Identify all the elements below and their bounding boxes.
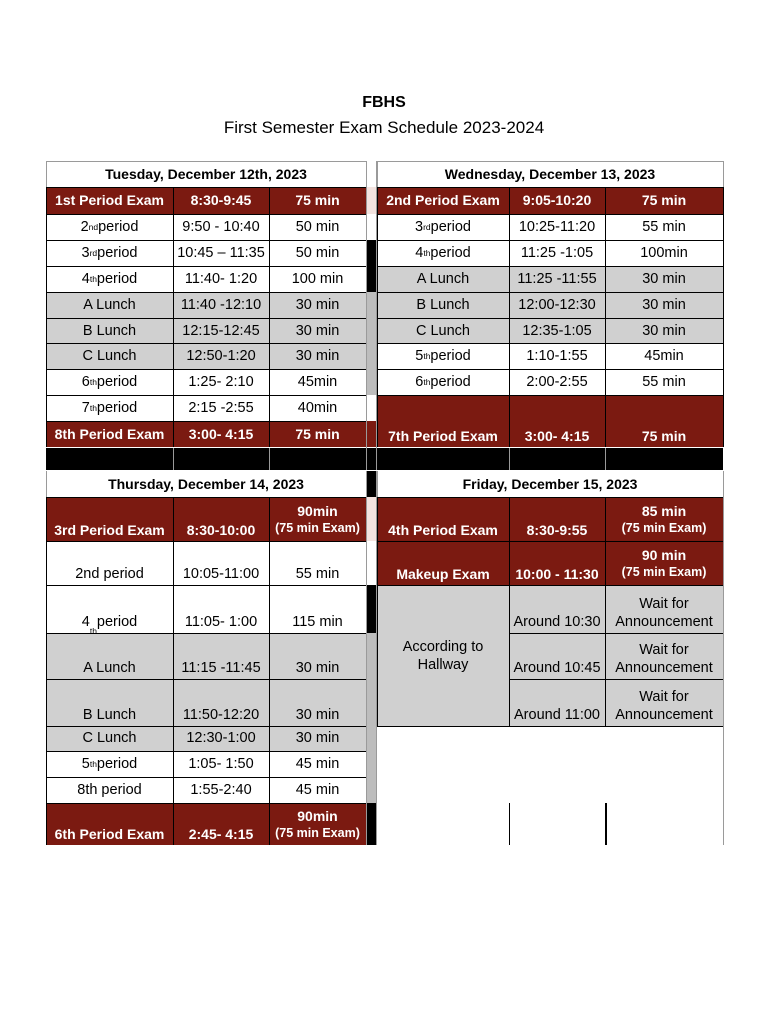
day-heading-tuesday: Tuesday, December 12th, 2023	[46, 161, 366, 187]
period-time: 11:25 -1:05	[509, 240, 605, 266]
exam-duration	[269, 497, 366, 541]
period-name: 7 th period	[46, 395, 173, 421]
period-time: 10:05-11:00	[173, 541, 269, 585]
period-name	[46, 292, 173, 318]
grid-line	[509, 679, 723, 680]
period-number: 6	[415, 373, 424, 390]
period-number: 4	[81, 270, 90, 287]
strip	[367, 187, 376, 214]
grid-line	[509, 803, 510, 845]
exam-time: 10:00 - 11:30	[509, 541, 605, 585]
period-name: 6 th period	[46, 369, 173, 395]
period-number: 3	[81, 244, 90, 261]
period-time: 11:40- 1:20	[173, 266, 269, 292]
period-duration: 100 min	[269, 266, 366, 292]
grid-line	[377, 266, 723, 267]
period-duration: 55 min	[269, 541, 366, 585]
period-word: period	[430, 347, 471, 364]
grid-line	[377, 161, 378, 187]
period-number: 2	[80, 218, 89, 235]
period-word: period	[96, 399, 138, 416]
grid-line	[46, 266, 366, 267]
period-word: period	[96, 373, 138, 390]
period-number: 6	[81, 373, 90, 390]
period-time: 2:15 -2:55	[173, 395, 269, 421]
grid-line	[173, 187, 174, 447]
grid-line	[46, 187, 47, 447]
grid-line	[46, 421, 366, 422]
period-name	[46, 633, 173, 679]
exam-name: 4th Period Exam	[377, 497, 509, 541]
exam-time: 3:00- 4:15	[173, 421, 269, 447]
grid-line	[269, 448, 270, 470]
period-duration: 55 min	[605, 369, 723, 395]
period-time: 1:10-1:55	[509, 343, 605, 369]
exam-duration-total: 85 min	[641, 502, 687, 519]
period-name: 5 th period	[46, 751, 173, 777]
grid-line	[46, 292, 366, 293]
exam-duration-total: 90min	[297, 807, 338, 824]
period-label: C Lunch	[82, 347, 137, 364]
exam-time: 8:30-9:45	[173, 187, 269, 214]
period-time: 1:55-2:40	[173, 777, 269, 803]
wait-line: Wait for	[639, 642, 689, 658]
period-name: 3 rd period	[377, 214, 509, 240]
grid-line	[605, 803, 607, 845]
makeup-time: Around 11:00	[509, 679, 605, 726]
makeup-status	[605, 679, 723, 726]
grid-line	[377, 292, 723, 293]
grid-line	[46, 214, 366, 215]
exam-time: 9:05-10:20	[509, 187, 605, 214]
period-duration: 45 min	[269, 777, 366, 803]
exam-duration: 75 min	[605, 187, 723, 214]
period-name	[377, 292, 509, 318]
period-duration: 30 min	[269, 343, 366, 369]
period-time: 12:35-1:05	[509, 318, 605, 344]
exam-duration	[605, 541, 723, 585]
grid-line	[377, 369, 723, 370]
period-time: 12:15-12:45	[173, 318, 269, 344]
grid-line	[46, 497, 366, 498]
grid-line	[605, 187, 606, 447]
period-number: 5	[415, 347, 424, 364]
grid-line	[46, 726, 366, 727]
grid-line	[46, 541, 366, 542]
period-number: 7	[81, 399, 90, 416]
period-label: A Lunch	[416, 270, 470, 287]
strip	[367, 541, 376, 585]
strip	[367, 214, 376, 240]
day-heading-friday: Friday, December 15, 2023	[377, 471, 723, 497]
grid-line	[377, 187, 723, 188]
period-name	[46, 541, 173, 585]
period-label: A Lunch	[83, 296, 136, 313]
grid-line	[723, 471, 724, 845]
period-duration: 45min	[269, 369, 366, 395]
exam-name: 6th Period Exam	[46, 803, 173, 845]
grid-line	[46, 240, 366, 241]
makeup-status	[605, 585, 723, 633]
period-name: 6 th period	[377, 369, 509, 395]
period-duration: 30 min	[605, 292, 723, 318]
grid-line	[173, 448, 174, 470]
period-duration: 100min	[605, 240, 723, 266]
exam-duration-note: (75 min Exam)	[275, 825, 360, 840]
grid-line	[376, 161, 377, 448]
grid-line	[377, 541, 723, 542]
makeup-status	[605, 633, 723, 679]
grid-line	[46, 679, 366, 680]
hallway-line: Hallway	[417, 656, 469, 673]
wait-line: Wait for	[639, 689, 689, 705]
period-duration: 50 min	[269, 240, 366, 266]
strip	[367, 585, 376, 633]
grid-line	[377, 395, 723, 396]
period-time: 11:15 -11:45	[173, 633, 269, 679]
grid-line	[46, 777, 366, 778]
grid-line	[376, 471, 377, 845]
period-word: period	[97, 244, 138, 261]
makeup-time: Around 10:45	[509, 633, 605, 679]
exam-name: 2nd Period Exam	[377, 187, 509, 214]
period-time: 10:45 – 11:35	[173, 240, 269, 266]
grid-line	[46, 161, 366, 162]
period-label: B Lunch	[82, 322, 137, 339]
period-duration: 45 min	[269, 751, 366, 777]
grid-line	[269, 497, 270, 845]
exam-duration	[605, 497, 723, 541]
period-time: 11:40 -12:10	[173, 292, 269, 318]
day-heading-thursday: Thursday, December 14, 2023	[46, 471, 366, 497]
grid-line	[46, 318, 366, 319]
period-name	[377, 266, 509, 292]
period-duration: 115 min	[269, 585, 366, 633]
exam-name: 3rd Period Exam	[46, 497, 173, 541]
grid-line	[46, 187, 366, 188]
day-heading-wednesday: Wednesday, December 13, 2023	[377, 161, 723, 187]
strip	[367, 240, 376, 292]
exam-duration-note: (75 min Exam)	[621, 520, 707, 535]
grid-line	[377, 161, 723, 162]
strip	[367, 497, 376, 541]
period-name: 3 rd period	[46, 240, 173, 266]
period-word: period	[96, 270, 138, 287]
period-label: B Lunch	[416, 296, 470, 313]
period-duration: 30 min	[269, 679, 366, 726]
period-time: 11:25 -11:55	[509, 266, 605, 292]
grid-line	[366, 448, 367, 470]
exam-name: Makeup Exam	[377, 541, 509, 585]
grid-line	[509, 633, 723, 634]
wait-line: Announcement	[615, 614, 713, 630]
exam-name: 8th Period Exam	[46, 421, 173, 447]
exam-duration: 75 min	[269, 421, 366, 447]
period-word: period	[96, 755, 138, 772]
period-duration: 30 min	[269, 633, 366, 679]
strip	[367, 421, 376, 447]
grid-line	[509, 497, 510, 726]
period-name	[46, 318, 173, 344]
grid-line	[173, 497, 174, 845]
exam-duration: 75 min	[269, 187, 366, 214]
period-duration: 50 min	[269, 214, 366, 240]
grid-line	[46, 369, 366, 370]
period-duration: 55 min	[605, 214, 723, 240]
period-duration: 30 min	[269, 292, 366, 318]
grid-line	[46, 395, 366, 396]
exam-duration: 75 min	[605, 395, 723, 447]
period-word: period	[98, 218, 139, 235]
period-number: 4	[415, 244, 424, 261]
period-name	[46, 777, 173, 803]
period-number: 3	[415, 218, 424, 235]
period-number: 5	[81, 755, 90, 772]
grid-line	[377, 726, 723, 727]
grid-line	[269, 187, 270, 447]
strip	[367, 395, 376, 421]
hallway-note	[377, 585, 509, 726]
grid-line	[377, 497, 723, 498]
grid-line	[377, 214, 723, 215]
strip	[367, 803, 376, 845]
period-duration: 30 min	[269, 318, 366, 344]
grid-line	[377, 585, 723, 586]
exam-time: 8:30-9:55	[509, 497, 605, 541]
grid-line	[723, 161, 724, 187]
school-name: FBHS	[362, 94, 406, 111]
period-name: 4 th period	[377, 240, 509, 266]
exam-duration-note: (75 min Exam)	[275, 520, 360, 535]
grid-line	[377, 240, 723, 241]
period-label: C Lunch	[82, 730, 137, 746]
wait-line: Announcement	[615, 660, 713, 676]
grid-line	[46, 585, 366, 586]
exam-duration-total: 90 min	[641, 546, 687, 563]
period-label: C Lunch	[415, 322, 470, 339]
period-word: period	[430, 244, 471, 261]
grid-line	[377, 471, 378, 497]
period-time: 1:25- 2:10	[173, 369, 269, 395]
period-number: 4	[81, 614, 90, 630]
period-name	[46, 726, 173, 751]
period-word: period	[96, 614, 138, 630]
grid-line	[46, 471, 47, 497]
strip	[367, 161, 376, 187]
strip	[367, 292, 376, 395]
grid-line	[46, 633, 366, 634]
period-time: 9:50 - 10:40	[173, 214, 269, 240]
period-duration: 40min	[269, 395, 366, 421]
exam-duration-total: 90min	[297, 502, 338, 519]
grid-line	[605, 448, 606, 470]
exam-duration-note: (75 min Exam)	[621, 564, 707, 579]
exam-time: 2:45- 4:15	[173, 803, 269, 845]
exam-time: 8:30-10:00	[173, 497, 269, 541]
grid-line	[377, 187, 378, 447]
period-word: period	[430, 218, 471, 235]
grid-line	[46, 751, 366, 752]
grid-line	[46, 497, 47, 845]
page-title: First Semester Exam Schedule 2023-2024	[223, 118, 545, 137]
grid-line	[46, 343, 366, 344]
period-time: 12:50-1:20	[173, 343, 269, 369]
period-label: 8th period	[77, 781, 142, 798]
grid-line	[605, 497, 606, 726]
grid-line	[509, 187, 510, 447]
period-name	[46, 343, 173, 369]
period-time: 10:25-11:20	[509, 214, 605, 240]
grid-line	[377, 318, 723, 319]
period-label: 2nd period	[75, 566, 144, 582]
exam-name: 1st Period Exam	[46, 187, 173, 214]
exam-time: 3:00- 4:15	[509, 395, 605, 447]
period-duration: 45min	[605, 343, 723, 369]
hallway-line: According to	[402, 638, 484, 655]
strip	[367, 633, 376, 726]
grid-line	[377, 343, 723, 344]
period-time: 12:30-1:00	[173, 726, 269, 751]
period-time: 11:05- 1:00	[173, 585, 269, 633]
period-name: 4 th period	[46, 585, 173, 633]
grid-line	[366, 471, 367, 845]
period-name: 4 th period	[46, 266, 173, 292]
grid-line	[377, 497, 378, 726]
period-label: B Lunch	[82, 707, 137, 723]
exam-name: 7th Period Exam	[377, 395, 509, 447]
grid-line	[46, 803, 366, 804]
period-name	[46, 679, 173, 726]
period-label: A Lunch	[83, 660, 136, 676]
period-name	[377, 318, 509, 344]
strip	[367, 726, 376, 803]
period-time: 1:05- 1:50	[173, 751, 269, 777]
period-duration: 30 min	[269, 726, 366, 751]
period-time: 2:00-2:55	[509, 369, 605, 395]
period-duration: 30 min	[605, 318, 723, 344]
strip	[367, 471, 376, 497]
wait-line: Announcement	[615, 707, 713, 723]
period-name: 2 nd period	[46, 214, 173, 240]
grid-line	[376, 448, 377, 470]
grid-line	[366, 161, 367, 448]
grid-line	[723, 187, 724, 447]
period-name: 5 th period	[377, 343, 509, 369]
makeup-time: Around 10:30	[509, 585, 605, 633]
period-time: 11:50-12:20	[173, 679, 269, 726]
period-word: period	[430, 373, 471, 390]
separator-bar	[46, 448, 723, 470]
period-time: 12:00-12:30	[509, 292, 605, 318]
period-duration: 30 min	[605, 266, 723, 292]
exam-duration	[269, 803, 366, 845]
wait-line: Wait for	[639, 596, 689, 612]
grid-line	[46, 161, 47, 187]
grid-line	[509, 448, 510, 470]
